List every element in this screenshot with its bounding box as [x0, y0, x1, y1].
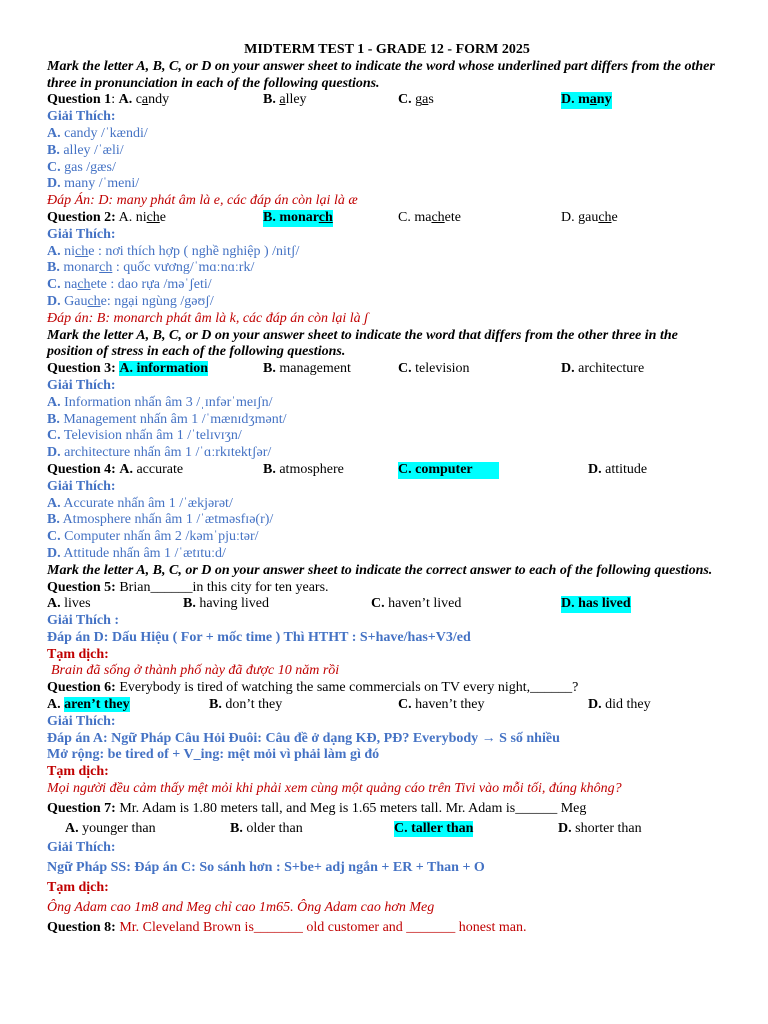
option-b: B. don’t they	[209, 697, 283, 713]
explanation-line: B. Management nhấn âm 1 /ˈmænɪdʒmənt/	[47, 411, 287, 427]
option-d: D. gauche	[561, 209, 618, 225]
question-label: Question 1	[47, 92, 112, 108]
answer-line: Đáp án: B: monarch phát âm là k, các đáp án còn lại là ʃ	[47, 310, 369, 326]
translation-heading: Tạm dịch:	[47, 764, 109, 780]
answer-explanation: Đáp án A: Ngữ Pháp Câu Hỏi Đuôi: Câu đề ở dạng KĐ, PĐ? Everybody → S số nhiều	[47, 730, 560, 746]
explanation-line: D. Attitude nhấn âm 1 /ˈætɪtuːd/	[47, 545, 226, 561]
option-c: C. television	[398, 361, 470, 377]
question-5-options	[47, 596, 727, 613]
option-c-correct: C. computer	[398, 462, 499, 479]
option-a-correct: A. aren’t they	[47, 697, 130, 713]
question-6-options	[47, 697, 727, 714]
answer-explanation: Ngữ Pháp SS: Đáp án C: So sánh hơn : S+be+ adj ngắn + ER + Than + O	[47, 860, 485, 876]
option-d: D. architecture	[561, 361, 645, 377]
option-d: D. attitude	[588, 461, 648, 477]
explanation-line: D. many /ˈmeni/	[47, 176, 140, 192]
question-6: Question 6: Everybody is tired of watching the same commercials on TV every night,______?	[47, 680, 579, 696]
answer-line: Đáp Án: D: many phát âm là e, các đáp án còn lại là æ	[47, 193, 358, 209]
explanation-line: C. gas /gæs/	[47, 159, 116, 175]
option-c-correct: C. taller than	[394, 820, 474, 836]
translation-text: Mọi người đều cảm thấy mệt mỏi khi phải xem cùng một quảng cáo trên Tivi vào mỗi tối, đúng không?	[47, 781, 622, 797]
question-4: Question 4: A. accurate B. atmosphere C. computer D. attitude	[47, 461, 648, 477]
option-b: B. having lived	[183, 596, 269, 612]
question-7-options	[47, 821, 727, 838]
answer-explanation: Đáp án D: Dấu Hiệu ( For + mốc time ) Thì HTHT : S+have/has+V3/ed	[47, 629, 471, 645]
page-title: MIDTERM TEST 1 - GRADE 12 - FORM 2025	[244, 42, 530, 57]
option-c: C. haven’t they	[398, 697, 485, 713]
option-c: C. gas	[398, 92, 434, 108]
question-3: Question 3: A. information B. management C. television D. architecture	[47, 361, 645, 377]
explanation-heading: Giải Thích:	[47, 226, 116, 242]
explanation-line: B. Atmosphere nhấn âm 1 /ˈætməsfɪə(r)/	[47, 512, 274, 528]
question-5: Question 5: Brian______in this city for ten years.	[47, 579, 329, 595]
explanation-line: C. nachete : dao rựa /məˈʃeti/	[47, 277, 212, 293]
question-2: Question 2: A. niche B. monarch C. machete D. gauche	[47, 209, 618, 225]
option-d: D. shorter than	[558, 820, 642, 836]
document-page	[47, 42, 727, 936]
explanation-line: B. alley /ˈæli/	[47, 142, 124, 158]
translation-text: Brain đã sống ở thành phố này đã được 10 năm rồi	[51, 663, 340, 679]
answer-extension: Mở rộng: be tired of + V_ing: mệt mỏi vì phải làm gì đó	[47, 747, 380, 763]
explanation-heading: Giải Thích :	[47, 613, 120, 629]
explanation-line: A. Accurate nhấn âm 1 /ˈækjərət/	[47, 495, 233, 511]
instruction-correct-answer: Mark the letter A, B, C, or D on your answer sheet to indicate the correct answer to each of the following questions.	[47, 562, 713, 578]
explanation-line: A. candy /ˈkændi/	[47, 125, 148, 141]
option-a: A. lives	[47, 596, 91, 612]
explanation-line: B. monarch : quốc vương/ˈmɑːnɑːrk/	[47, 260, 255, 276]
option-b: B. older than	[230, 820, 303, 836]
instruction-stress: Mark the letter A, B, C, or D on your answer sheet to indicate the word that differs from the other three in the position of stress in each of the following questions.	[47, 327, 678, 360]
option-a: A. younger than	[65, 820, 156, 836]
explanation-line: A. niche : nơi thích hợp ( nghề nghiệp ) /nitʃ/	[47, 243, 300, 259]
explanation-heading: Giải Thích:	[47, 109, 116, 125]
option-a-correct: A. information	[119, 361, 209, 377]
translation-heading: Tạm dịch:	[47, 646, 109, 662]
explanation-line: D. architecture nhấn âm 1 /ˈɑːrkɪtektʃər/	[47, 445, 272, 461]
option-a: A. niche	[118, 209, 167, 225]
explanation-line: C. Television nhấn âm 1 /ˈtelɪvɪʒn/	[47, 428, 242, 444]
question-8: Question 8: Mr. Cleveland Brown is_______ old customer and _______ honest man.	[47, 919, 527, 935]
option-c: C. haven’t lived	[371, 596, 462, 612]
explanation-heading: Giải Thích:	[47, 713, 116, 729]
instruction-pronunciation: Mark the letter A, B, C, or D on your answer sheet to indicate the word whose underlined part differs from the other three in pronunciation in each of the following questions.	[47, 58, 715, 91]
translation-heading: Tạm dịch:	[47, 880, 109, 896]
option-b-correct: B. monarch	[263, 209, 333, 225]
option-b: B. atmosphere	[263, 461, 344, 477]
option-d-correct: D. many	[561, 92, 612, 108]
explanation-heading: Giải Thích:	[47, 377, 116, 393]
explanation-line: C. Computer nhấn âm 2 /kəmˈpjuːtər/	[47, 529, 259, 545]
question-1: Question 1: A. candy B. alley C. gas D. many	[47, 92, 612, 108]
option-b: B. management	[263, 361, 351, 377]
explanation-heading: Giải Thích:	[47, 478, 116, 494]
explanation-line: D. Gauche: ngại ngùng /gəʊʃ/	[47, 293, 214, 309]
explanation-heading: Giải Thích:	[47, 840, 116, 856]
explanation-line: A. Information nhấn âm 3 /ˌɪnfərˈmeɪʃn/	[47, 394, 273, 410]
option-d: D. did they	[588, 697, 651, 713]
option-c: C. machete	[398, 209, 461, 225]
question-7: Question 7: Mr. Adam is 1.80 meters tall, and Meg is 1.65 meters tall. Mr. Adam is______ Meg	[47, 800, 587, 816]
translation-text: Ông Adam cao 1m8 and Meg chỉ cao 1m65. Ông Adam cao hơn Meg	[47, 899, 435, 915]
option-d-correct: D. has lived	[561, 596, 631, 612]
option-b: B. alley	[263, 92, 307, 108]
